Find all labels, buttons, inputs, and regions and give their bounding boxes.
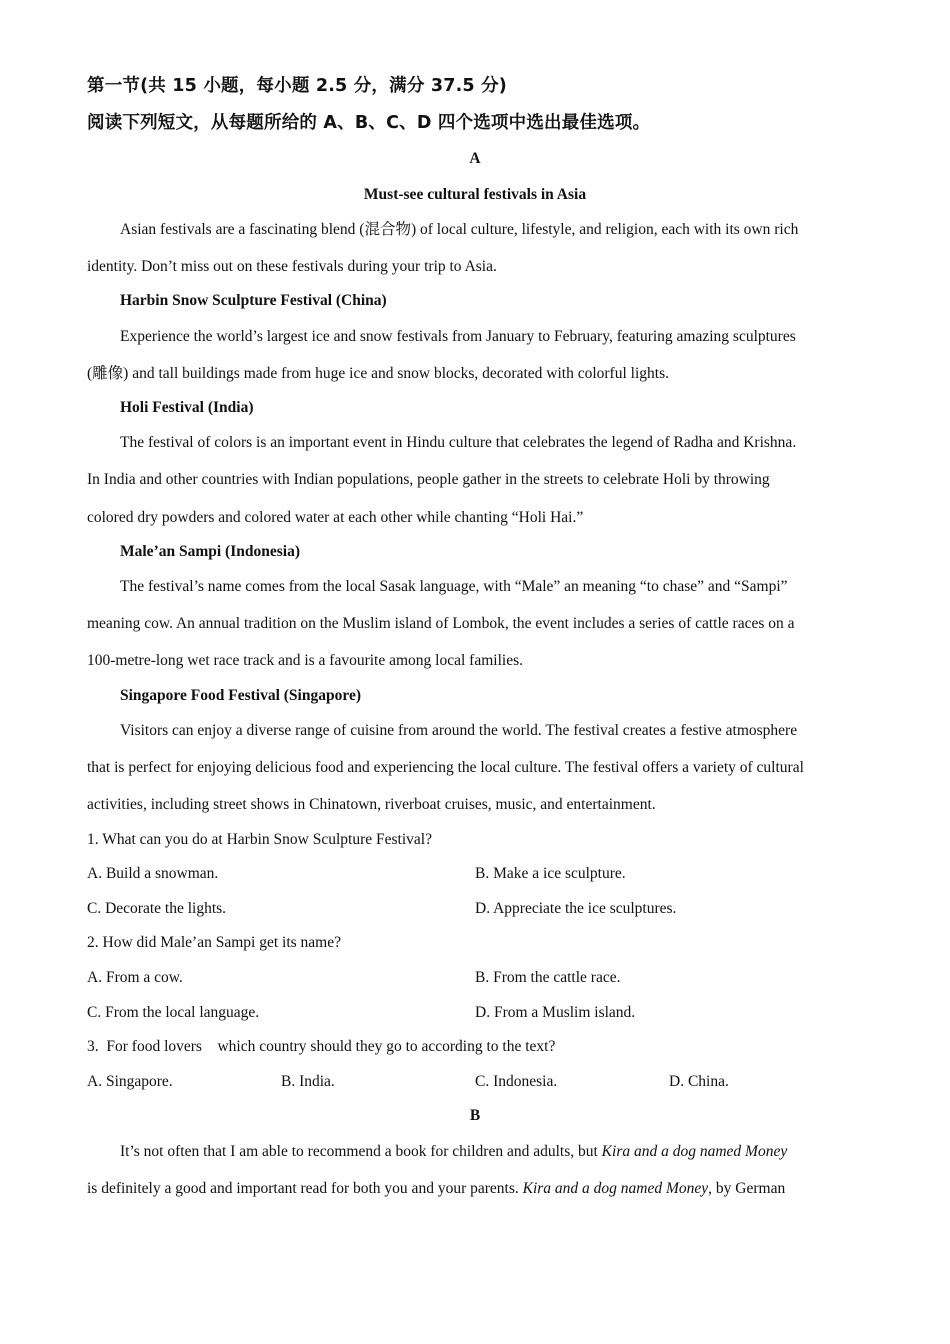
passage-b-letter: B (469, 1107, 481, 1124)
question-1: 1. What can you do at Harbin Snow Sculpture Festival? (87, 831, 432, 848)
passage-a-letter: A (469, 150, 481, 167)
festival-4-title: Singapore Food Festival (Singapore) (120, 687, 361, 704)
passage-a-title: Must-see cultural festivals in Asia (363, 186, 587, 203)
festival-3-line-3: 100-metre-long wet race track and is a favourite among local families. (87, 652, 523, 669)
question-2-option-b: B. From the cattle race. (475, 969, 621, 986)
festival-2-line-3: colored dry powders and colored water at each other while chanting “Holi Hai.” (87, 509, 584, 526)
festival-1-title: Harbin Snow Sculpture Festival (China) (120, 292, 387, 309)
passage-b-line-1-text: It’s not often that I am able to recommend a book for children and adults, but (120, 1143, 602, 1160)
intro-line-1: Asian festivals are a fascinating blend (混合物) of local culture, lifestyle, and religion, each with its own rich (120, 221, 799, 238)
question-3: 3. For food lovers which country should they go to according to the text? (87, 1038, 556, 1055)
passage-b-line-2-text: is definitely a good and important read for both you and your parents. (87, 1180, 523, 1197)
book-title: Kira and a dog named Money (601, 1143, 788, 1160)
question-3-option-b: B. India. (281, 1073, 335, 1090)
festival-4-line-2: that is perfect for enjoying delicious food and experiencing the local culture. The festival offers a variety of cultural (87, 759, 804, 776)
festival-2-line-1: The festival of colors is an important event in Hindu culture that celebrates the legend of Radha and Krishna. (120, 434, 797, 451)
question-2-option-d: D. From a Muslim island. (475, 1004, 636, 1021)
question-1-option-a: A. Build a snowman. (87, 865, 219, 882)
question-1-option-c: C. Decorate the lights. (87, 900, 227, 917)
festival-4-line-1: Visitors can enjoy a diverse range of cuisine from around the world. The festival creates a festive atmosphere (120, 722, 798, 739)
section-heading: 第一节(共 15 小题，每小题 2.5 分，满分 37.5 分) (87, 76, 507, 96)
festival-3-line-1: The festival’s name comes from the local Sasak language, with “Male” an meaning “to chase” and “Sampi” (120, 578, 788, 595)
festival-3-title: Male’an Sampi (Indonesia) (120, 543, 300, 560)
question-1-option-d: D. Appreciate the ice sculptures. (475, 900, 677, 917)
festival-4-line-3: activities, including street shows in Chinatown, riverboat cruises, music, and entertainment. (87, 796, 656, 813)
passage-b-line-2 (87, 1179, 785, 1199)
festival-1-line-2: (雕像) and tall buildings made from huge ice and snow blocks, decorated with colorful lights. (87, 365, 669, 382)
book-title: Kira and a dog named Money (522, 1180, 709, 1197)
festival-3-line-2: meaning cow. An annual tradition on the Muslim island of Lombok, the event includes a series of cattle races on a (87, 615, 795, 632)
intro-line-2: identity. Don’t miss out on these festivals during your trip to Asia. (87, 258, 497, 275)
passage-b-line-2-tail: , by German (708, 1180, 786, 1197)
question-1-option-b: B. Make a ice sculpture. (475, 865, 626, 882)
question-3-option-d: D. China. (669, 1073, 729, 1090)
question-2-option-c: C. From the local language. (87, 1004, 260, 1021)
passage-b-line-1 (120, 1142, 787, 1162)
festival-1-line-1: Experience the world’s largest ice and snow festivals from January to February, featuring amazing sculptures (120, 328, 796, 345)
question-2-option-a: A. From a cow. (87, 969, 183, 986)
question-3-option-c: C. Indonesia. (475, 1073, 558, 1090)
section-instruction: 阅读下列短文，从每题所给的 A、B、C、D 四个选项中选出最佳选项。 (87, 113, 651, 133)
question-3-option-a: A. Singapore. (87, 1073, 173, 1090)
festival-2-line-2: In India and other countries with Indian populations, people gather in the streets to celebrate Holi by throwing (87, 471, 770, 488)
festival-2-title: Holi Festival (India) (120, 399, 254, 416)
question-2: 2. How did Male’an Sampi get its name? (87, 934, 341, 951)
